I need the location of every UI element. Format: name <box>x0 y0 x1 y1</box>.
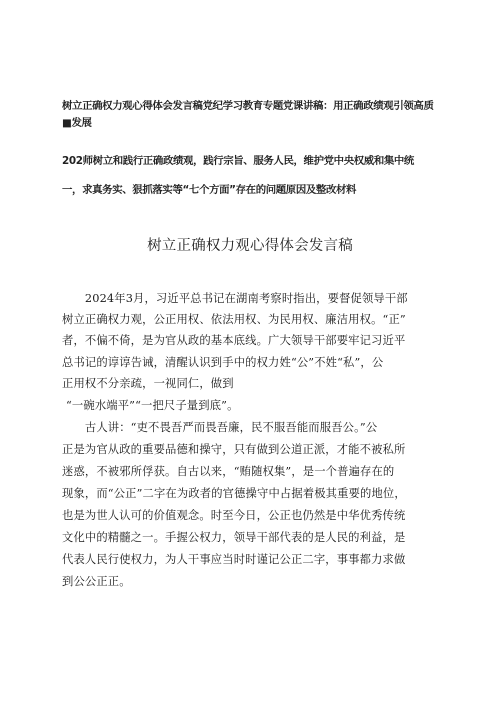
paragraph-line: 2024年3月，习近平总书记在湖南考察时指出，要督促领导干部 <box>62 292 408 305</box>
header-line-3: 202师树立和践行正确政绩观，践行宗旨、服务人民，维护党中央权威和集中统 <box>62 155 414 167</box>
paragraph-line: 也是为世人认可的价值观念。时至今日，公正也仍然是中华优秀传统 <box>62 509 406 522</box>
paragraph-line: 现象，而“公正”二字在为政者的官德操守中占据着极其重要的地位， <box>62 487 406 500</box>
header-line-1: 树立正确权力观心得体会发言稿党纪学习教育专题党课讲稿：用正确政绩观引领高质 <box>62 100 434 112</box>
paragraph-line: 总书记的谆谆告诫，清醒认识到手中的权力姓“公”不姓“私”，公 <box>62 356 384 369</box>
paragraph-line: 迷惑，不被邪所俘获。自古以来，“贿随权集”，是一个普遍存在的 <box>62 465 395 478</box>
document-title: 树立正确权力观心得体会发言稿 <box>147 238 353 254</box>
paragraph-line: 古人讲：“吏不畏吾严而畏吾廉，民不服吾能而服吾公。”公 <box>62 421 378 434</box>
paragraph-line: 文化中的精髓之一。手握公权力，领导干部代表的是人民的利益，是 <box>62 531 406 544</box>
header-line-2: ■发展 <box>62 117 92 129</box>
paragraph-line: 者，不偏不倚，是为官从政的基本底线。广大领导干部要牢记习近平 <box>62 334 406 347</box>
paragraph-line: 到公公正正。 <box>62 575 131 588</box>
paragraph-line: 正用权不分亲疏，一视同仁，做到 <box>62 377 234 390</box>
paragraph-line: 树立正确权力观，公正用权、依法用权、为民用权、廉洁用权。“正” <box>62 313 406 326</box>
paragraph-line: 正是为官从政的重要品德和操守，只有做到公道正派，才能不被私所 <box>62 443 406 456</box>
header-line-4: 一，求真务实、狠抓落实等“七个方面”存在的问题原因及整改材料 <box>62 184 357 196</box>
paragraph-line: 代表人民行使权力，为人干事应当时时谨记公正二字，事事都力求做 <box>62 553 406 566</box>
paragraph-line: “一碗水端平”“一把尺子量到底”。 <box>66 399 239 412</box>
